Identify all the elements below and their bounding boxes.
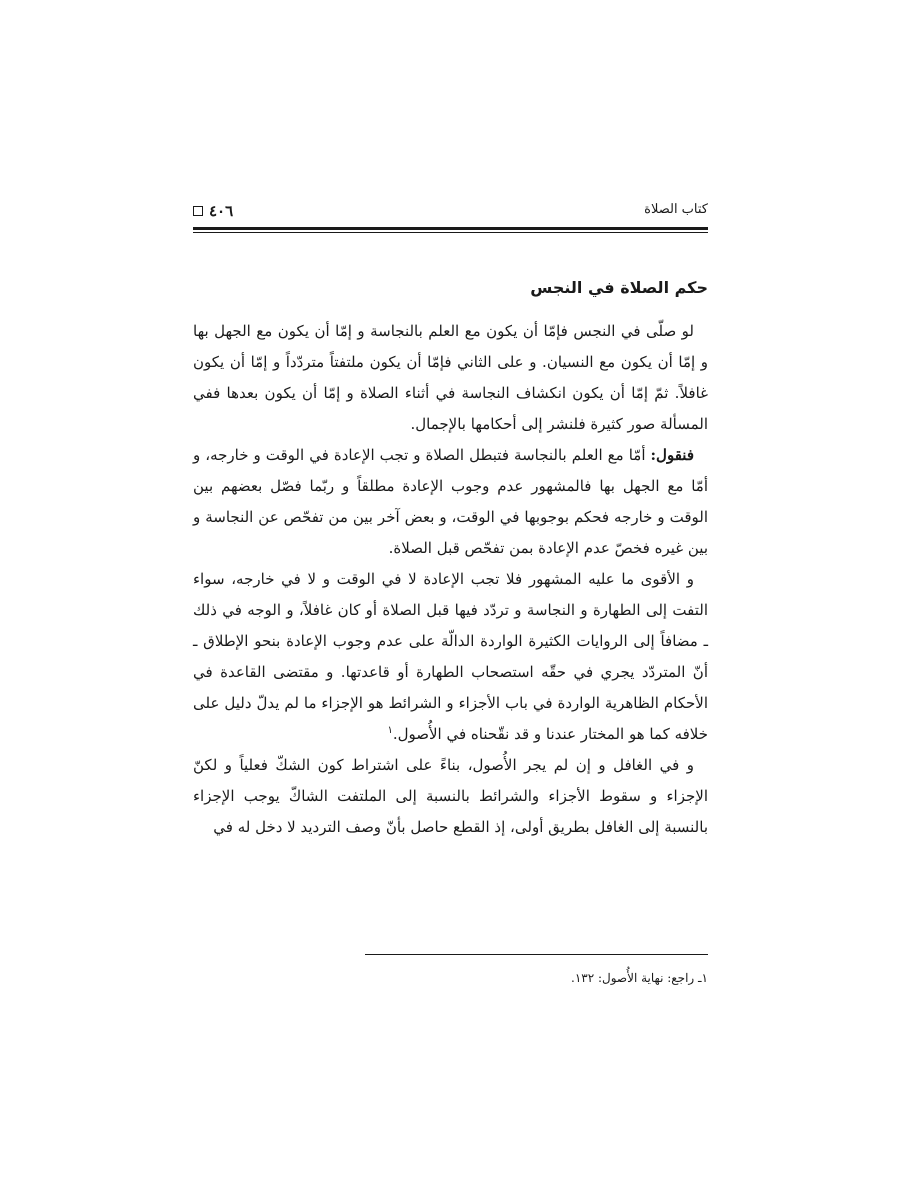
running-title: كتاب الصلاة xyxy=(644,202,708,217)
footnote-reference[interactable]: ١ xyxy=(387,725,393,736)
square-outline-icon xyxy=(193,206,203,216)
page-number: ٤٠٦ xyxy=(209,202,234,220)
paragraph-3 xyxy=(193,564,708,750)
paragraph-text: أمّا مع العلم بالنجاسة فتبطل الصلاة و تجب الإعادة في الوقت و خارجه، و أمّا مع الجهل بها فالمشهور عدم وجوب الإعادة مطلقاً و ربّما فصّل بعضهم بين الوقت و خارجه فحكم بوجوبها في الوقت، و بعض آخر بين من تفحّص عن النجاسة و بين غيره فخصّ عدم الإعادة بمن تفحّص قبل الصلاة. xyxy=(193,446,708,557)
header-rule-thin xyxy=(193,232,708,233)
paragraph-text: و في الغافل و إن لم يجر الأُصول، بناءً على اشتراط كون الشكّ فعلياً و لكنّ الإجزاء و سقوط الأجزاء والشرائط بالنسبة إلى الملتفت الشاكّ يوجب الإجزاء بالنسبة إلى الغافل بطريق أولى، إذ القطع حاصل بأنّ وصف الترديد لا دخل له في xyxy=(193,756,708,836)
header-rule-thick xyxy=(193,227,708,230)
paragraph-4 xyxy=(193,750,708,843)
footnote-text: ١ـ راجع: نهاية الأُصول: ١٣٢. xyxy=(570,971,708,985)
page-number-group xyxy=(193,202,233,220)
footnote-separator xyxy=(365,954,708,955)
running-header xyxy=(193,200,708,226)
paragraph-1 xyxy=(193,316,708,440)
paragraph-text: و الأقوى ما عليه المشهور فلا تجب الإعادة لا في الوقت و لا في خارجه، سواء التفت إلى الطهارة و النجاسة و تردّد فيها قبل الصلاة أو كان غافلاً، و الوجه في ذلك ـ مضافاً إلى الروايات الكثيرة الواردة الدالّة على عدم وجوب الإعادة بنحو الإطلاق ـ أنّ المتردّد يجري في حقّه استصحاب الطهارة أو قاعدتها. و مقتضى القاعدة في الأحكام الظاهرية الواردة في باب الأجزاء و الشرائط هو الإجزاء ما لم يدلّ دليل على خلافه كما هو المختار عندنا و قد نقّحناه في الأُصول. xyxy=(193,570,708,743)
section-heading: حكم الصلاة في النجس xyxy=(530,278,708,297)
paragraph-2 xyxy=(193,440,708,564)
paragraph-lead-word: فنقول: xyxy=(650,446,694,464)
paragraph-text: لو صلّى في النجس فإمّا أن يكون مع العلم بالنجاسة و إمّا أن يكون مع الجهل بها و إمّا أن يكون مع النسيان. و على الثاني فإمّا أن يكون ملتفتاً متردّداً و إمّا أن يكون غافلاً. ثمّ إمّا أن يكون انكشاف النجاسة في أثناء الصلاة و إمّا أن يكون بعدها ففي المسألة صور كثيرة فلنشر إلى أحكامها بالإجمال. xyxy=(193,322,708,433)
main-text xyxy=(193,275,708,843)
footnote xyxy=(193,968,708,988)
